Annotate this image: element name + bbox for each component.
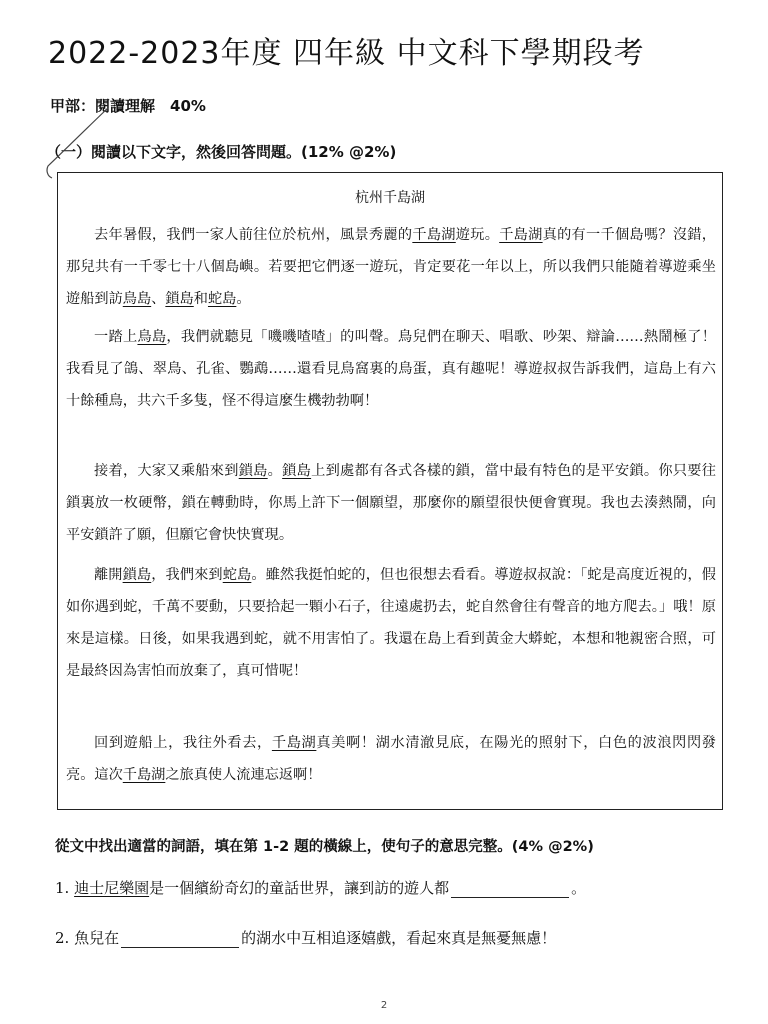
passage-paragraph-5 <box>66 727 716 791</box>
passage-text: 真的有一千個島嗎？沒錯，那兒共有一千零七十八個島嶼。若要把它們逐一遊玩，肯定要花一年以上，所以我們只能隨着導遊乘坐遊船到訪 <box>66 227 716 307</box>
proper-noun-underlined: 千島湖 <box>499 227 543 243</box>
passage-paragraph-1 <box>66 219 716 315</box>
part-heading: （一）閱讀以下文字，然後回答問題。(12% @2%) <box>46 143 397 161</box>
question-2-answer-blank[interactable] <box>121 931 239 948</box>
passage-text: 、 <box>151 291 166 307</box>
question-2-text-end: 的湖水中互相追逐嬉戲，看起來真是無憂無慮！ <box>241 929 557 947</box>
proper-noun-underlined: 鎖島 <box>122 567 152 583</box>
proper-noun-underlined: 鳥島 <box>122 291 152 307</box>
question-2-text-start: 魚兒在 <box>74 929 120 947</box>
passage-paragraph-3 <box>66 455 716 551</box>
passage-text: ，我們來到 <box>151 567 223 583</box>
proper-noun-underlined: 千島湖 <box>271 735 317 751</box>
question-1 <box>55 877 586 898</box>
question-1-end: 。 <box>571 879 587 897</box>
proper-noun-underlined: 鳥島 <box>137 329 167 345</box>
section-heading: 甲部：閱讀理解 40% <box>50 97 206 115</box>
passage-text: 和 <box>193 291 208 307</box>
page-number: 2 <box>380 1000 388 1011</box>
exam-title: 2022-2023年度 四年級 中文科下學期段考 <box>48 36 645 71</box>
proper-noun-underlined: 蛇島 <box>222 567 252 583</box>
passage-text: ，我們就聽見「嘰嘰喳喳」的叫聲。鳥兒們在聊天、唱歌、吵架、辯論……熱鬧極了！我看見了鴿、翠鳥、孔雀、鸚鵡……還看見鳥窩裏的鳥蛋，真有趣呢！導遊叔叔告訴我們，這島上有六十餘種鳥，共六千多隻，怪不得這麼生機勃勃啊！ <box>66 329 716 409</box>
passage-paragraph-4 <box>66 559 716 687</box>
proper-noun-underlined: 鎖島 <box>282 463 312 479</box>
passage-text: 接着，大家又乘船來到 <box>94 463 239 479</box>
proper-noun-underlined: 鎖島 <box>165 291 194 307</box>
passage-text: 去年暑假，我們一家人前往位於杭州，風景秀麗的 <box>94 227 413 243</box>
question-1-answer-blank[interactable] <box>451 881 569 898</box>
passage-text: 上到處都有各式各樣的鎖，當中最有特色的是平安鎖。你只要往鎖裏放一枚硬幣，鎖在轉動時，你馬上許下一個願望，那麼你的願望很快便會實現。我也去湊熱鬧，向平安鎖許了願，但願它會快快實現。 <box>66 463 716 543</box>
passage-text: 真美啊！湖水清澈見底，在陽光的照射下，白色的波浪閃閃發亮。這次 <box>66 735 716 783</box>
question-2-number: 2. <box>55 929 70 947</box>
question-1-number: 1. <box>55 879 70 897</box>
proper-noun-underlined: 千島湖 <box>412 227 456 243</box>
question-2 <box>55 927 556 948</box>
passage-text: 離開 <box>94 567 123 583</box>
proper-noun-underlined: 千島湖 <box>122 767 166 783</box>
proper-noun-underlined: 蛇島 <box>207 291 237 307</box>
passage-text: 。 <box>236 291 251 307</box>
passage-text: 。 <box>267 463 283 479</box>
question-instructions: 從文中找出適當的詞語，填在第 1-2 題的橫線上，使句子的意思完整。(4% @2%) <box>55 839 594 855</box>
passage-text: 一踏上 <box>94 329 138 345</box>
passage-text: 回到遊船上，我往外看去， <box>94 735 272 751</box>
passage-paragraph-2 <box>66 321 716 417</box>
passage-text: 。雖然我挺怕蛇的，但也很想去看看。導遊叔叔說：「蛇是高度近視的，假如你遇到蛇，千萬不要動，只要拾起一顆小石子，往遠處扔去，蛇自然會往有聲音的地方爬去。」哦！原來是這樣。日後，如果我遇到蛇，就不用害怕了。我還在島上看到黃金大蟒蛇，本想和牠親密合照，可是最終因為害怕而放棄了，真可惜呢！ <box>66 567 716 679</box>
proper-noun-underlined: 鎖島 <box>238 463 268 479</box>
question-1-text: 是一個繽紛奇幻的童話世界，讓到訪的遊人都 <box>149 879 450 897</box>
passage-box <box>57 172 723 810</box>
passage-text: 之旅真使人流連忘返啊！ <box>165 767 322 783</box>
question-1-underlined-term: 迪士尼樂園 <box>74 879 150 897</box>
passage-title: 杭州千島湖 <box>355 190 425 206</box>
passage-text: 遊玩。 <box>455 227 500 243</box>
